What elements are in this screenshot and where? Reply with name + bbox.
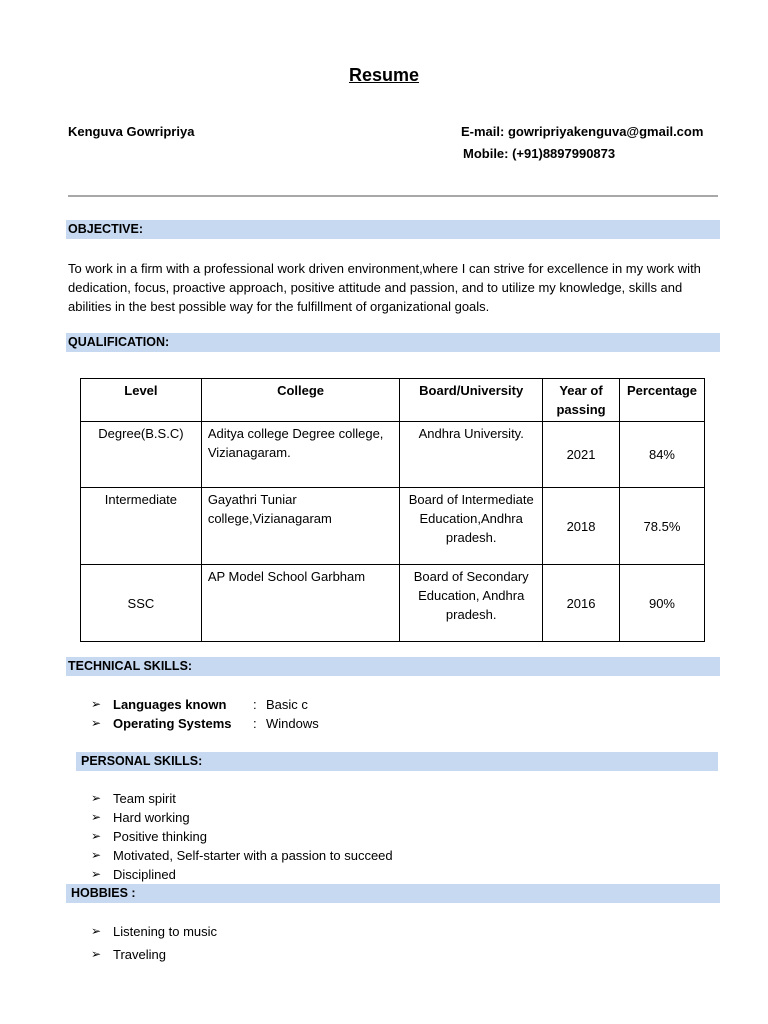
mobile-line: Mobile: (+91)8897990873 <box>463 146 616 161</box>
arrow-bullet-icon: ➢ <box>91 791 102 805</box>
list-item: ➢ Listening to music <box>91 924 218 939</box>
column-header: Percentage <box>619 379 704 422</box>
arrow-bullet-icon: ➢ <box>91 947 102 961</box>
column-header: Year of passing <box>543 379 620 422</box>
arrow-bullet-icon: ➢ <box>91 867 102 881</box>
list-item: ➢ Hard working <box>91 810 190 825</box>
resume-title: Resume <box>348 65 420 85</box>
skill-separator: : <box>253 697 257 712</box>
college-cell: AP Model School Garbham <box>201 565 400 642</box>
skill-value: Windows <box>266 716 319 731</box>
skill-label: Languages known <box>113 697 227 712</box>
year-cell: 2018 <box>543 488 620 565</box>
table-header-row <box>81 379 705 422</box>
list-item <box>91 695 691 714</box>
list-item: ➢ Positive thinking <box>91 829 207 844</box>
arrow-bullet-icon: ➢ <box>91 924 102 938</box>
technical-skills-list <box>91 695 691 733</box>
list-item: ➢ Traveling <box>91 947 166 962</box>
header-divider <box>68 195 718 197</box>
arrow-bullet-icon: ➢ <box>91 716 102 730</box>
board-cell: Board of Secondary Education, Andhra pradesh. <box>400 565 543 642</box>
email-line: E-mail: gowripriyakenguva@gmail.com <box>461 124 704 139</box>
level-cell: Intermediate <box>81 488 202 565</box>
arrow-bullet-icon: ➢ <box>91 848 102 862</box>
percentage-cell: 90% <box>619 565 704 642</box>
personal-skills-heading: PERSONAL SKILLS: <box>76 752 718 771</box>
college-cell: Gayathri Tuniar college,Vizianagaram <box>201 488 400 565</box>
list-item: ➢ Motivated, Self-starter with a passion to succeed <box>91 848 393 863</box>
candidate-name: Kenguva Gowripriya <box>68 124 195 139</box>
level-cell: Degree(B.S.C) <box>81 422 202 488</box>
qualification-heading: QUALIFICATION: <box>66 333 720 352</box>
table-row <box>81 488 705 565</box>
table-row <box>81 565 705 642</box>
column-header: College <box>201 379 400 422</box>
list-item: ➢ Disciplined <box>91 867 176 882</box>
list-item <box>91 714 691 733</box>
table-row <box>81 422 705 488</box>
level-cell: SSC <box>81 565 202 642</box>
objective-text: To work in a firm with a professional work driven environment,where I can strive for excellence in my work with dedication, focus, proactive approach, positive attitude and passion, and to utilize my knowledge, skills and abilities in the best possible way for the fulfillment of organizational goals. <box>68 261 701 314</box>
year-cell: 2016 <box>543 565 620 642</box>
technical-skills-heading: TECHNICAL SKILLS: <box>66 657 720 676</box>
year-cell: 2021 <box>543 422 620 488</box>
skill-separator: : <box>253 716 257 731</box>
column-header: Level <box>81 379 202 422</box>
objective-heading: OBJECTIVE: <box>66 220 720 239</box>
board-cell: Andhra University. <box>400 422 543 488</box>
arrow-bullet-icon: ➢ <box>91 810 102 824</box>
arrow-bullet-icon: ➢ <box>91 697 102 711</box>
column-header: Board/University <box>400 379 543 422</box>
skill-value: Basic c <box>266 697 308 712</box>
qualification-table <box>80 378 705 642</box>
skill-label: Operating Systems <box>113 716 232 731</box>
personal-skills-list <box>91 789 691 884</box>
hobbies-list <box>91 922 691 964</box>
hobbies-heading: HOBBIES : <box>66 884 720 903</box>
percentage-cell: 78.5% <box>619 488 704 565</box>
board-cell: Board of Intermediate Education,Andhra pradesh. <box>400 488 543 565</box>
arrow-bullet-icon: ➢ <box>91 829 102 843</box>
list-item: ➢ Team spirit <box>91 791 176 806</box>
college-cell: Aditya college Degree college, Vizianagaram. <box>201 422 400 488</box>
percentage-cell: 84% <box>619 422 704 488</box>
